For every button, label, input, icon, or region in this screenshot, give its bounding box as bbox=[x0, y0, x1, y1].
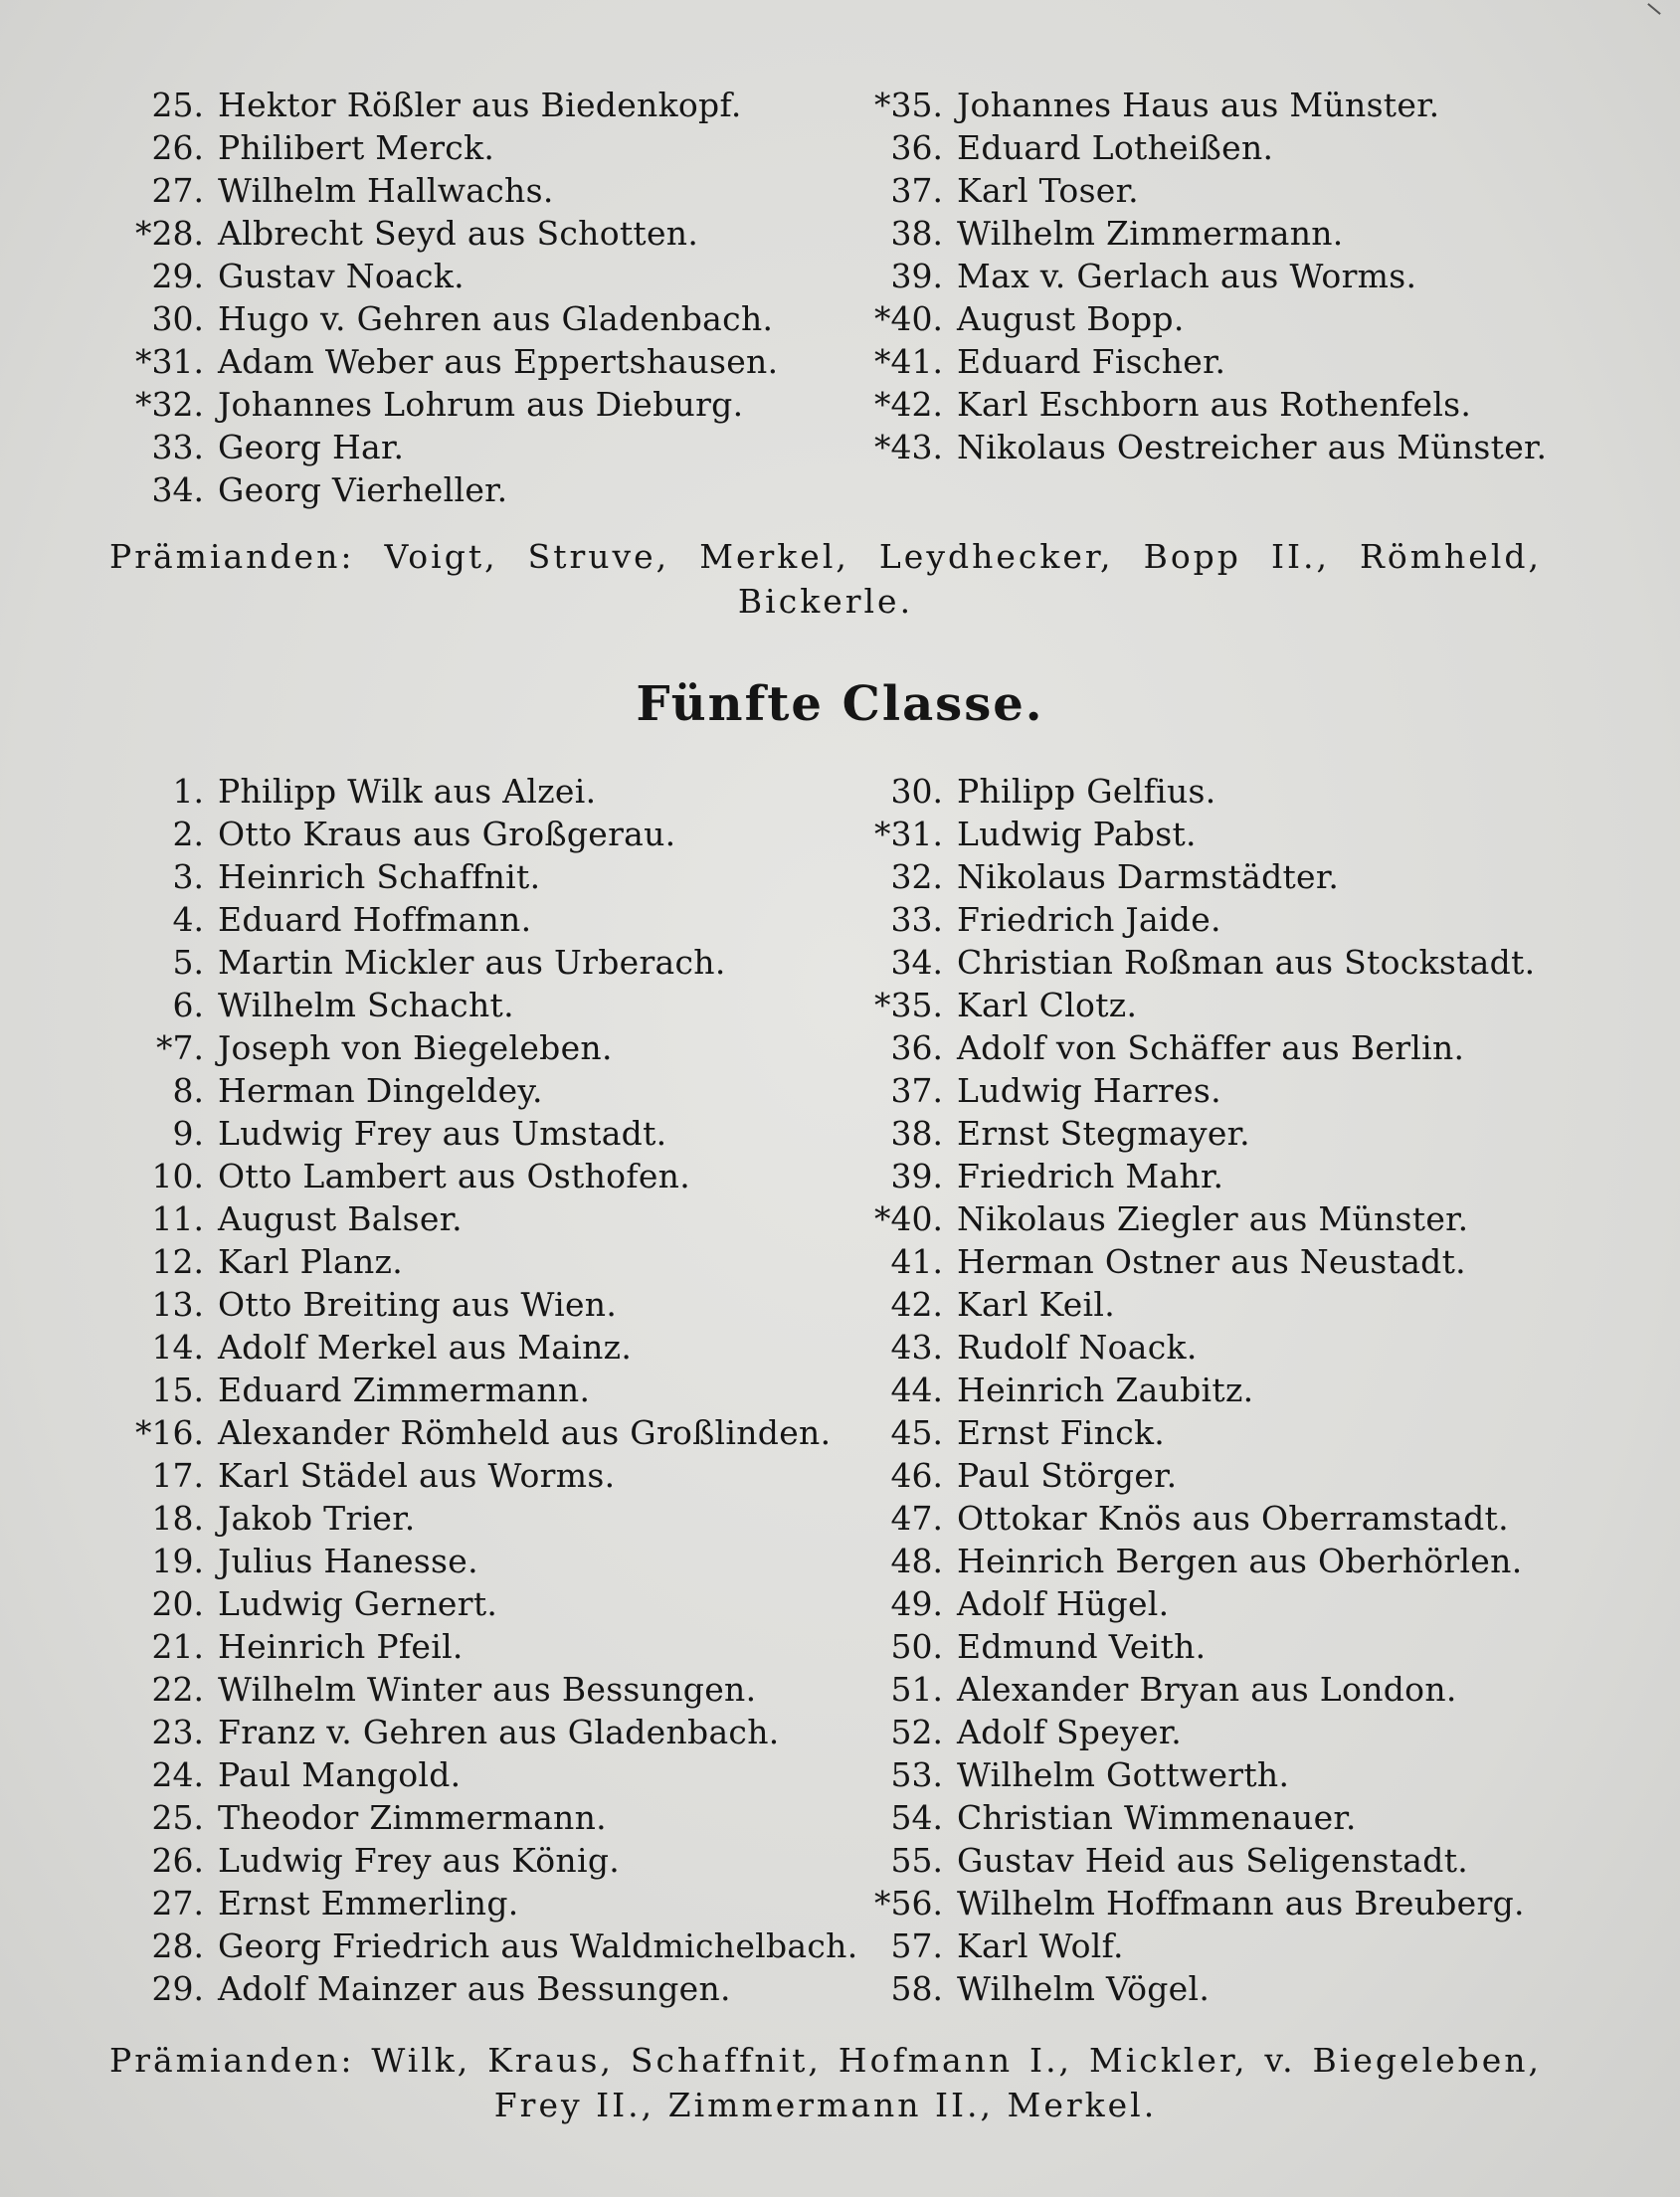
list-item-name: Adolf von Schäffer aus Berlin. bbox=[957, 1028, 1465, 1067]
list-item-name: Joseph von Biegeleben. bbox=[218, 1028, 613, 1067]
list-item bbox=[845, 1839, 1535, 1882]
list-item bbox=[845, 898, 1535, 941]
list-item-number: 11. bbox=[151, 1199, 204, 1238]
list-item bbox=[104, 1326, 858, 1369]
top-list-right-column bbox=[845, 84, 1547, 468]
list-item bbox=[845, 1026, 1535, 1069]
list-item bbox=[104, 340, 778, 383]
list-item-name: Gustav Noack. bbox=[218, 257, 465, 295]
list-item-number: 15. bbox=[151, 1371, 204, 1409]
list-item-number: 48. bbox=[890, 1542, 943, 1580]
list-item bbox=[104, 898, 858, 941]
list-item-number: 34. bbox=[890, 943, 943, 982]
list-item-number: 27. bbox=[151, 1884, 204, 1922]
praemianden-top: Prämianden: Voigt, Struve, Merkel, Leydhecker, Bopp II., Römheld, Bickerle. bbox=[109, 537, 1542, 621]
list-item-number: 29. bbox=[151, 1969, 204, 2008]
list-item bbox=[104, 1026, 858, 1069]
list-item bbox=[845, 84, 1547, 126]
list-item-number: 52. bbox=[890, 1713, 943, 1751]
list-item-number: 57. bbox=[890, 1926, 943, 1965]
list-item-name: Ottokar Knös aus Oberramstadt. bbox=[957, 1499, 1509, 1538]
list-item bbox=[845, 212, 1547, 255]
list-item bbox=[104, 1711, 858, 1753]
list-item-name: Christian Wimmenauer. bbox=[957, 1798, 1357, 1837]
list-item-name: August Bopp. bbox=[957, 299, 1185, 338]
list-item-number: 8. bbox=[172, 1071, 204, 1110]
list-item-name: Ludwig Pabst. bbox=[957, 815, 1197, 853]
list-item bbox=[104, 1882, 858, 1924]
list-item-number: 36. bbox=[890, 128, 943, 167]
list-item-number: 27. bbox=[151, 171, 204, 210]
list-item-name: Edmund Veith. bbox=[957, 1627, 1207, 1666]
list-item bbox=[845, 169, 1547, 212]
list-item bbox=[104, 1069, 858, 1112]
list-item bbox=[104, 84, 778, 126]
list-item-name: Adam Weber aus Eppertshausen. bbox=[218, 342, 779, 381]
list-item-name: Friedrich Jaide. bbox=[957, 900, 1221, 939]
list-item-number: 50. bbox=[890, 1627, 943, 1666]
list-item-name: Ernst Stegmayer. bbox=[957, 1114, 1250, 1153]
list-item-number: 29. bbox=[151, 257, 204, 295]
list-item-number: 20. bbox=[151, 1584, 204, 1623]
list-item-name: Ludwig Frey aus König. bbox=[218, 1841, 621, 1880]
list-item bbox=[845, 1155, 1535, 1197]
list-item bbox=[104, 169, 778, 212]
list-item-name: Adolf Mainzer aus Bessungen. bbox=[218, 1969, 731, 2008]
list-item-name: Nikolaus Oestreicher aus Münster. bbox=[957, 428, 1548, 466]
list-item-number: 34. bbox=[151, 470, 204, 509]
list-item-name: Otto Breiting aus Wien. bbox=[218, 1285, 618, 1324]
list-item bbox=[845, 255, 1547, 297]
list-item-number: 36. bbox=[890, 1028, 943, 1067]
list-item-number: 18. bbox=[151, 1499, 204, 1538]
list-item-name: Wilhelm Schacht. bbox=[218, 986, 514, 1024]
list-item bbox=[104, 984, 858, 1026]
list-item-name: Gustav Heid aus Seligenstadt. bbox=[957, 1841, 1469, 1880]
list-item bbox=[104, 383, 778, 426]
list-item-number: 23. bbox=[151, 1713, 204, 1751]
list-item-name: Nikolaus Ziegler aus Münster. bbox=[957, 1199, 1469, 1238]
list-item bbox=[104, 1411, 858, 1454]
list-item-number: 53. bbox=[890, 1755, 943, 1794]
list-item-name: Alexander Bryan aus London. bbox=[957, 1670, 1457, 1709]
list-item-number: 42. bbox=[890, 1285, 943, 1324]
class-list-left-column bbox=[104, 770, 858, 2010]
list-item bbox=[845, 1582, 1535, 1625]
list-item bbox=[104, 1668, 858, 1711]
list-item-number: 43. bbox=[890, 1328, 943, 1367]
list-item-name: Theodor Zimmermann. bbox=[218, 1798, 607, 1837]
list-item bbox=[104, 126, 778, 169]
list-item-name: Adolf Speyer. bbox=[957, 1713, 1183, 1751]
list-item-name: Franz v. Gehren aus Gladenbach. bbox=[218, 1713, 780, 1751]
list-item-name: Karl Wolf. bbox=[957, 1926, 1124, 1965]
list-item-number: 6. bbox=[172, 986, 204, 1024]
list-item-name: Martin Mickler aus Urberach. bbox=[218, 943, 726, 982]
list-item-number: 14. bbox=[151, 1328, 204, 1367]
list-item bbox=[845, 770, 1535, 813]
list-item-name: Philipp Gelfius. bbox=[957, 772, 1216, 811]
list-item-number: 37. bbox=[890, 171, 943, 210]
list-item-number: 19. bbox=[151, 1542, 204, 1580]
list-item-name: Heinrich Pfeil. bbox=[218, 1627, 464, 1666]
list-item bbox=[845, 1540, 1535, 1582]
list-item bbox=[845, 1882, 1535, 1924]
list-item-number: *35. bbox=[874, 986, 943, 1024]
list-item-number: 17. bbox=[151, 1456, 204, 1495]
list-item-number: 5. bbox=[172, 943, 204, 982]
list-item-number: *16. bbox=[135, 1413, 204, 1452]
list-item-number: 2. bbox=[172, 815, 204, 853]
list-item-name: Alexander Römheld aus Großlinden. bbox=[218, 1413, 832, 1452]
section-title: Fünfte Classe. bbox=[636, 676, 1044, 732]
list-item bbox=[845, 941, 1535, 984]
list-item bbox=[104, 770, 858, 813]
list-item bbox=[104, 1540, 858, 1582]
list-item-number: 30. bbox=[890, 772, 943, 811]
list-item-name: Heinrich Schaffnit. bbox=[218, 857, 541, 896]
list-item-name: Philibert Merck. bbox=[218, 128, 495, 167]
list-item-name: Albrecht Seyd aus Schotten. bbox=[218, 214, 699, 253]
list-item bbox=[104, 813, 858, 855]
list-item-name: Wilhelm Winter aus Bessungen. bbox=[218, 1670, 757, 1709]
list-item-number: 54. bbox=[890, 1798, 943, 1837]
list-item bbox=[845, 1069, 1535, 1112]
list-item-name: Hektor Rößler aus Biedenkopf. bbox=[218, 86, 742, 124]
list-item-number: 3. bbox=[172, 857, 204, 896]
list-item bbox=[104, 1839, 858, 1882]
list-item bbox=[104, 1240, 858, 1283]
list-item bbox=[104, 855, 858, 898]
list-item-name: Eduard Hoffmann. bbox=[218, 900, 532, 939]
list-item bbox=[845, 1625, 1535, 1668]
praemianden-bottom: Prämianden: Wilk, Kraus, Schaffnit, Hofmann I., Mickler, v. Biegeleben, Frey II., Zimmermann II., Merkel. bbox=[109, 2041, 1542, 2124]
list-item-name: Karl Planz. bbox=[218, 1242, 404, 1281]
list-item-number: *40. bbox=[874, 299, 943, 338]
list-item-number: 41. bbox=[890, 1242, 943, 1281]
list-item-number: 46. bbox=[890, 1456, 943, 1495]
list-item-name: Ludwig Gernert. bbox=[218, 1584, 498, 1623]
list-item-name: Wilhelm Hoffmann aus Breuberg. bbox=[957, 1884, 1525, 1922]
list-item-number: *31. bbox=[874, 815, 943, 853]
list-item bbox=[104, 1625, 858, 1668]
list-item-name: Karl Eschborn aus Rothenfels. bbox=[957, 385, 1472, 424]
list-item-name: Christian Roßman aus Stockstadt. bbox=[957, 943, 1536, 982]
list-item-number: 38. bbox=[890, 214, 943, 253]
list-item bbox=[845, 1668, 1535, 1711]
top-list-left-column bbox=[104, 84, 778, 511]
list-item-number: 33. bbox=[890, 900, 943, 939]
list-item-name: Adolf Merkel aus Mainz. bbox=[218, 1328, 633, 1367]
list-item bbox=[845, 1454, 1535, 1497]
list-item bbox=[845, 297, 1547, 340]
list-item-name: Karl Städel aus Worms. bbox=[218, 1456, 616, 1495]
list-item-name: Heinrich Zaubitz. bbox=[957, 1371, 1254, 1409]
list-item-name: Philipp Wilk aus Alzei. bbox=[218, 772, 597, 811]
list-item bbox=[104, 1924, 858, 1967]
list-item-number: 33. bbox=[151, 428, 204, 466]
list-item bbox=[845, 340, 1547, 383]
list-item-name: Adolf Hügel. bbox=[957, 1584, 1170, 1623]
list-item-number: 38. bbox=[890, 1114, 943, 1153]
list-item-number: 4. bbox=[172, 900, 204, 939]
list-item bbox=[104, 1582, 858, 1625]
list-item-number: 1. bbox=[172, 772, 204, 811]
list-item bbox=[104, 1497, 858, 1540]
list-item-name: Friedrich Mahr. bbox=[957, 1157, 1224, 1195]
list-item-number: 13. bbox=[151, 1285, 204, 1324]
list-item-number: 24. bbox=[151, 1755, 204, 1794]
list-item-number: *40. bbox=[874, 1199, 943, 1238]
list-item-name: Georg Friedrich aus Waldmichelbach. bbox=[218, 1926, 858, 1965]
class-list-right-column bbox=[845, 770, 1535, 2010]
list-item-number: *41. bbox=[874, 342, 943, 381]
list-item-number: 58. bbox=[890, 1969, 943, 2008]
list-item bbox=[845, 1753, 1535, 1796]
list-item bbox=[845, 426, 1547, 468]
list-item bbox=[845, 1240, 1535, 1283]
list-item bbox=[104, 1197, 858, 1240]
list-item-number: 26. bbox=[151, 1841, 204, 1880]
list-item-name: Herman Dingeldey. bbox=[218, 1071, 543, 1110]
list-item-name: Ernst Emmerling. bbox=[218, 1884, 519, 1922]
list-item-number: 30. bbox=[151, 299, 204, 338]
list-item-number: 51. bbox=[890, 1670, 943, 1709]
list-item bbox=[845, 1411, 1535, 1454]
list-item-name: Georg Vierheller. bbox=[218, 470, 508, 509]
list-item bbox=[845, 126, 1547, 169]
list-item-number: 26. bbox=[151, 128, 204, 167]
list-item-number: 47. bbox=[890, 1499, 943, 1538]
list-item-name: Herman Ostner aus Neustadt. bbox=[957, 1242, 1466, 1281]
list-item bbox=[104, 426, 778, 468]
list-item-name: Georg Har. bbox=[218, 428, 405, 466]
list-item bbox=[845, 1497, 1535, 1540]
list-item-name: Julius Hanesse. bbox=[218, 1542, 478, 1580]
list-item-number: *7. bbox=[156, 1028, 204, 1067]
list-item-number: 28. bbox=[151, 1926, 204, 1965]
list-item bbox=[104, 212, 778, 255]
list-item bbox=[104, 1155, 858, 1197]
list-item bbox=[845, 1326, 1535, 1369]
list-item-name: Ludwig Frey aus Umstadt. bbox=[218, 1114, 667, 1153]
list-item-name: Karl Toser. bbox=[957, 171, 1139, 210]
list-item bbox=[104, 468, 778, 511]
list-item-name: Nikolaus Darmstädter. bbox=[957, 857, 1340, 896]
list-item-number: 25. bbox=[151, 1798, 204, 1837]
list-item-name: Otto Lambert aus Osthofen. bbox=[218, 1157, 691, 1195]
list-item-number: 45. bbox=[890, 1413, 943, 1452]
list-item-number: *32. bbox=[135, 385, 204, 424]
list-item bbox=[845, 855, 1535, 898]
list-item-number: 10. bbox=[151, 1157, 204, 1195]
list-item bbox=[104, 1796, 858, 1839]
list-item-number: *43. bbox=[874, 428, 943, 466]
list-item bbox=[104, 297, 778, 340]
page-edge-mark bbox=[1647, 3, 1661, 15]
list-item-number: 55. bbox=[890, 1841, 943, 1880]
list-item-number: 21. bbox=[151, 1627, 204, 1666]
list-item bbox=[845, 1197, 1535, 1240]
list-item-name: Wilhelm Zimmermann. bbox=[957, 214, 1344, 253]
list-item-name: Paul Mangold. bbox=[218, 1755, 462, 1794]
list-item bbox=[845, 1711, 1535, 1753]
list-item bbox=[845, 1283, 1535, 1326]
list-item-name: Otto Kraus aus Großgerau. bbox=[218, 815, 676, 853]
list-item-name: Max v. Gerlach aus Worms. bbox=[957, 257, 1417, 295]
list-item-name: Wilhelm Hallwachs. bbox=[218, 171, 554, 210]
list-item-name: Karl Keil. bbox=[957, 1285, 1116, 1324]
list-item-name: Karl Clotz. bbox=[957, 986, 1138, 1024]
list-item bbox=[845, 1369, 1535, 1411]
list-item bbox=[845, 1112, 1535, 1155]
list-item-name: Wilhelm Gottwerth. bbox=[957, 1755, 1290, 1794]
list-item bbox=[104, 1112, 858, 1155]
list-item-number: *35. bbox=[874, 86, 943, 124]
list-item-number: 12. bbox=[151, 1242, 204, 1281]
list-item-name: Rudolf Noack. bbox=[957, 1328, 1198, 1367]
list-item bbox=[845, 1796, 1535, 1839]
list-item-number: *42. bbox=[874, 385, 943, 424]
list-item-number: 25. bbox=[151, 86, 204, 124]
list-item bbox=[104, 941, 858, 984]
list-item-name: Paul Störger. bbox=[957, 1456, 1178, 1495]
list-item-name: Hugo v. Gehren aus Gladenbach. bbox=[218, 299, 774, 338]
list-item bbox=[104, 1283, 858, 1326]
list-item-name: Johannes Haus aus Münster. bbox=[957, 86, 1440, 124]
list-item-number: *28. bbox=[135, 214, 204, 253]
list-item-number: 22. bbox=[151, 1670, 204, 1709]
list-item-number: 44. bbox=[890, 1371, 943, 1409]
list-item-name: Ernst Finck. bbox=[957, 1413, 1166, 1452]
list-item bbox=[845, 813, 1535, 855]
list-item bbox=[104, 1454, 858, 1497]
list-item bbox=[845, 1924, 1535, 1967]
list-item bbox=[845, 1967, 1535, 2010]
list-item-name: Jakob Trier. bbox=[218, 1499, 416, 1538]
list-item-number: *56. bbox=[874, 1884, 943, 1922]
list-item bbox=[104, 1753, 858, 1796]
list-item-number: 39. bbox=[890, 1157, 943, 1195]
list-item-number: 37. bbox=[890, 1071, 943, 1110]
list-item-name: August Balser. bbox=[218, 1199, 463, 1238]
list-item-name: Johannes Lohrum aus Dieburg. bbox=[218, 385, 744, 424]
list-item-number: 9. bbox=[172, 1114, 204, 1153]
list-item-name: Heinrich Bergen aus Oberhörlen. bbox=[957, 1542, 1523, 1580]
list-item-name: Wilhelm Vögel. bbox=[957, 1969, 1211, 2008]
list-item bbox=[104, 1967, 858, 2010]
list-item-name: Eduard Lotheißen. bbox=[957, 128, 1274, 167]
list-item-name: Ludwig Harres. bbox=[957, 1071, 1221, 1110]
list-item-number: *31. bbox=[135, 342, 204, 381]
list-item bbox=[845, 383, 1547, 426]
list-item-number: 39. bbox=[890, 257, 943, 295]
list-item-name: Eduard Zimmermann. bbox=[218, 1371, 591, 1409]
list-item bbox=[845, 984, 1535, 1026]
list-item bbox=[104, 1369, 858, 1411]
list-item-number: 49. bbox=[890, 1584, 943, 1623]
list-item-number: 32. bbox=[890, 857, 943, 896]
list-item bbox=[104, 255, 778, 297]
list-item-name: Eduard Fischer. bbox=[957, 342, 1226, 381]
